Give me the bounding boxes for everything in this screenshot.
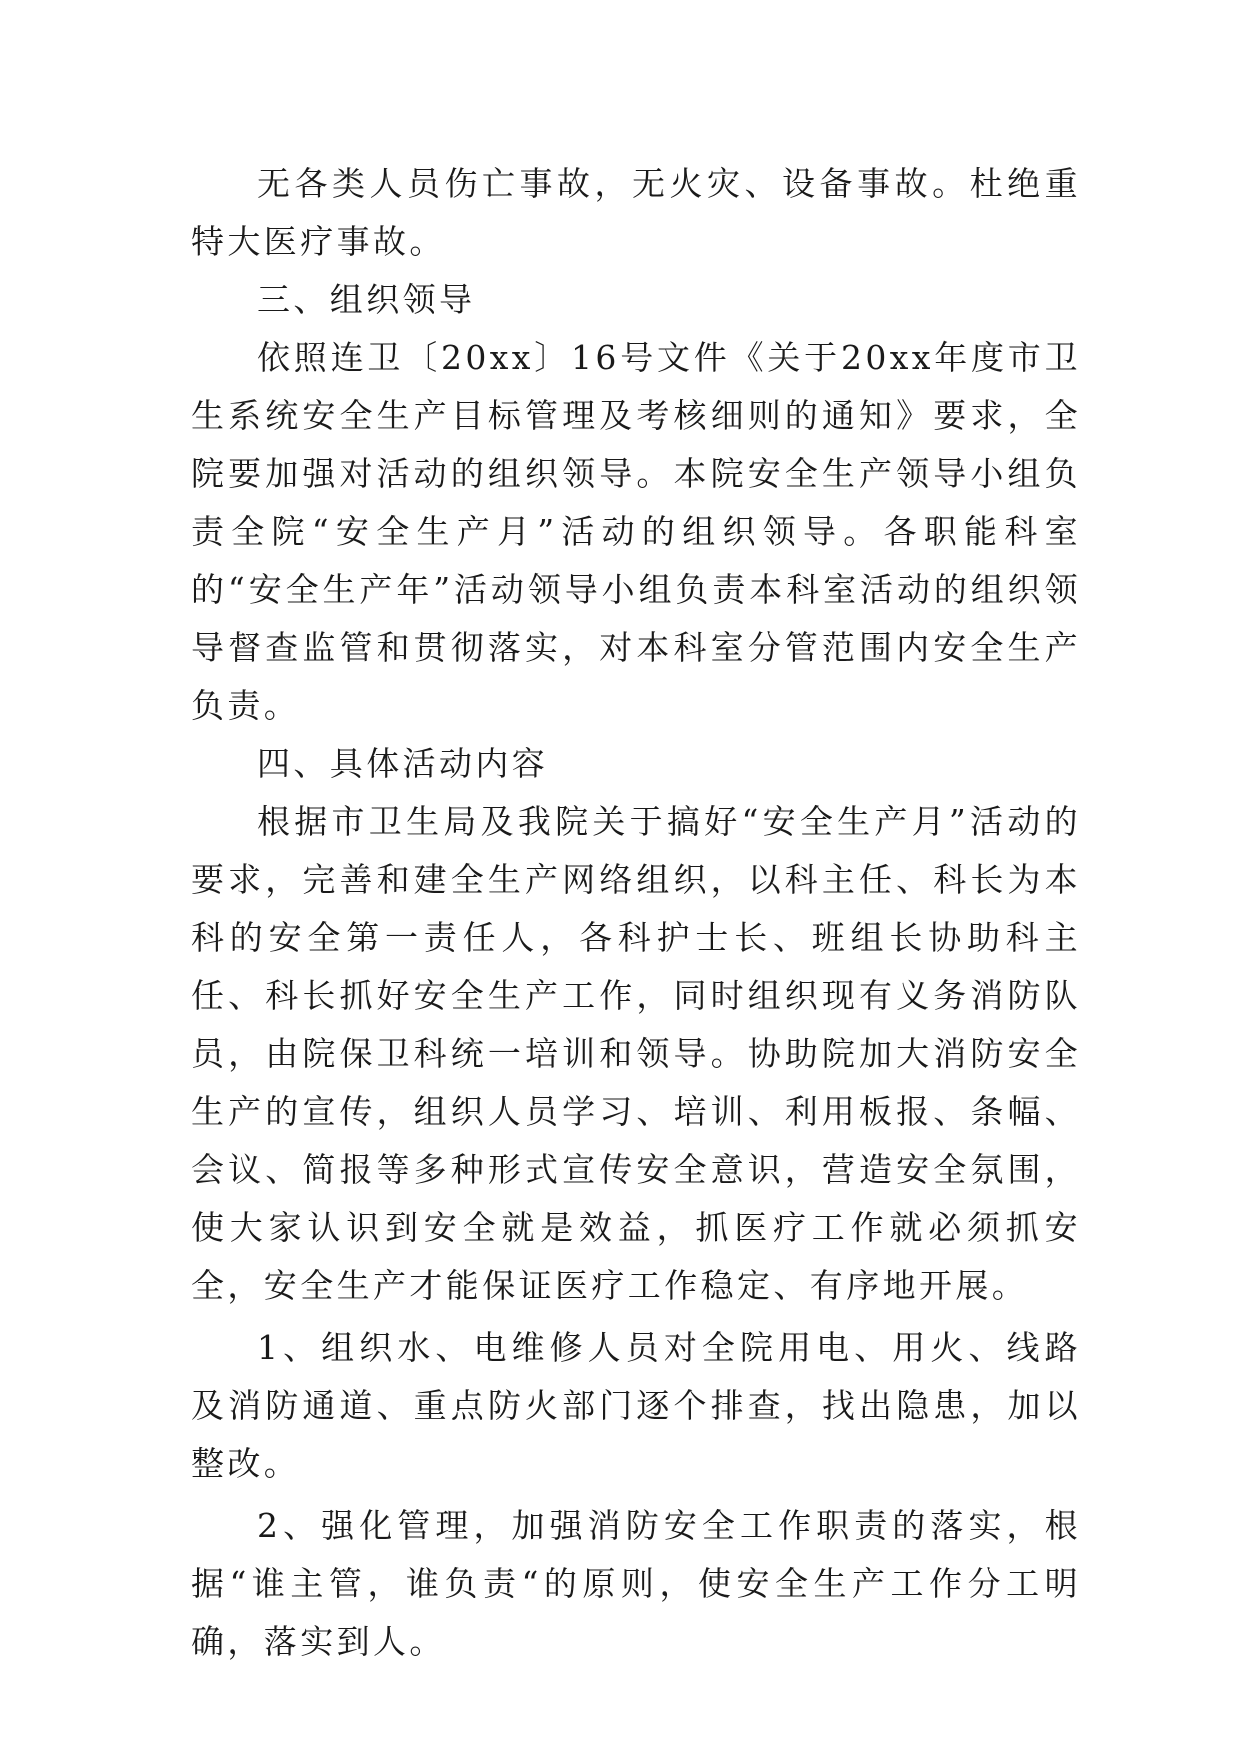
document-page (191, 155, 1081, 1671)
list-item-inspection: 1、组织水、电维修人员对全院用电、用火、线路及消防通道、重点防火部门逐个排查，找出隐患，加以整改。 (191, 1328, 1081, 1483)
paragraph-organization-leadership: 依照连卫〔20xx〕16号文件《关于20xx年度市卫生系统安全生产目标管理及考核细则的通知》要求，全院要加强对活动的组织领导。本院安全生产领导小组负责全院“安全生产月”活动的组织领导。各职能科室的“安全生产年”活动领导小组负责本科室活动的组织领导督查监管和贯彻落实，对本科室分管范围内安全生产负责。 (191, 338, 1081, 725)
heading-activity-content: 四、具体活动内容 (257, 744, 549, 783)
list-item-management: 2、强化管理，加强消防安全工作职责的落实，根据“谁主管，谁负责“的原则，使安全生产工作分工明确，落实到人。 (191, 1506, 1081, 1661)
heading-organization-leadership: 三、组织领导 (257, 280, 476, 319)
paragraph-activity-content: 根据市卫生局及我院关于搞好“安全生产月”活动的要求，完善和建全生产网络组织，以科主任、科长为本科的安全第一责任人，各科护士长、班组长协助科主任、科长抓好安全生产工作，同时组织现有义务消防队员，由院保卫科统一培训和领导。协助院加大消防安全生产的宣传，组织人员学习、培训、利用板报、条幅、会议、简报等多种形式宣传安全意识，营造安全氛围，使大家认识到安全就是效益，抓医疗工作就必须抓安全，安全生产才能保证医疗工作稳定、有序地开展。 (191, 802, 1081, 1305)
paragraph-accident-goal: 无各类人员伤亡事故，无火灾、设备事故。杜绝重特大医疗事故。 (191, 164, 1081, 261)
